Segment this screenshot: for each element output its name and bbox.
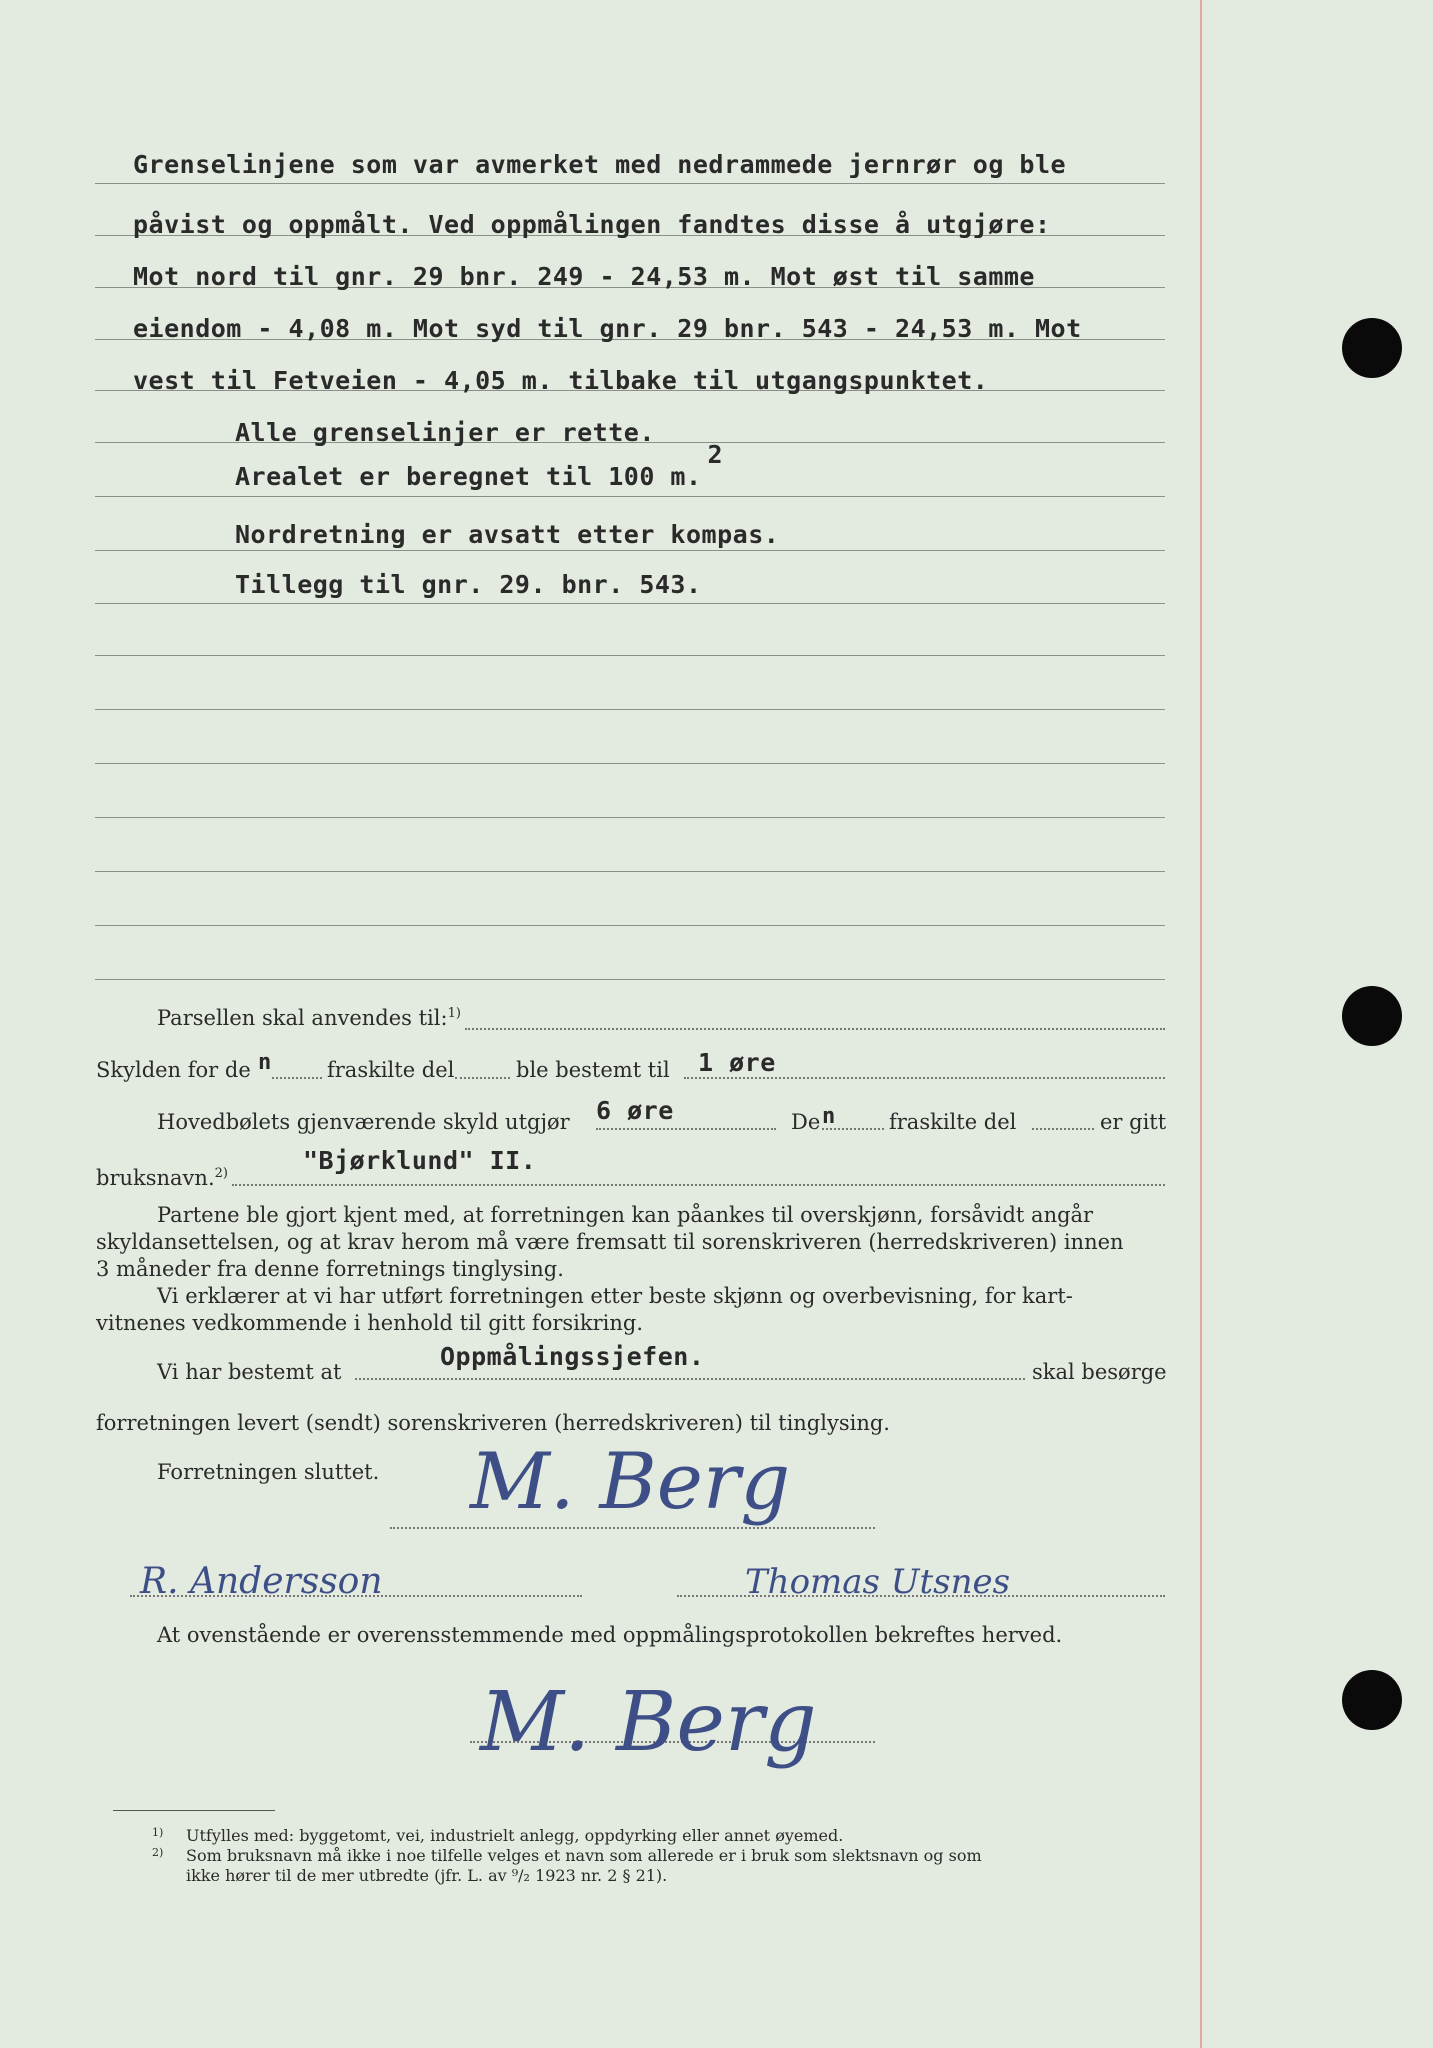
footnote-1 [152, 1826, 843, 1845]
ruled-line [95, 709, 1165, 710]
typed-line: Nordretning er avsatt etter kompas. [235, 520, 780, 549]
dotted-fill-line [272, 1077, 322, 1079]
ruled-line [95, 979, 1165, 980]
ruled-line [95, 655, 1165, 656]
bestemt-label: Vi har bestemt at [157, 1360, 342, 1384]
typed-line: Alle grenselinjer er rette. [235, 418, 655, 447]
bruksnavn-label [96, 1166, 228, 1190]
hoved-den-fill: n [822, 1104, 836, 1129]
footnote-number: 2) [152, 1846, 164, 1859]
footnote-2 [152, 1846, 982, 1865]
signature-text: M. Berg [470, 1437, 791, 1527]
footnote-text: Utfylles med: byggetomt, vei, industrielt anlegg, oppdyrking eller annet øyemed. [186, 1826, 844, 1845]
signature [470, 1640, 890, 1820]
ruled-line [95, 925, 1165, 926]
erklaerer-line: vitnenes vedkommende i henhold til gitt forsikring. [96, 1311, 644, 1335]
hoved-label: Hovedbølets gjenværende skyld utgjør [157, 1110, 570, 1134]
hoved-fraskilte: fraskilte del [889, 1110, 1017, 1134]
ruled-line [95, 763, 1165, 764]
skylden-value: 1 øre [698, 1048, 776, 1077]
sluttet-label: Forretningen sluttet. [157, 1460, 380, 1484]
skylden-label: Skylden for de [96, 1058, 251, 1082]
typed-line: eiendom - 4,08 m. Mot syd til gnr. 29 bnr. 543 - 24,53 m. Mot [133, 314, 1082, 343]
hoved-er-gitt: er gitt [1100, 1110, 1167, 1134]
skylden-mid: fraskilte del [327, 1058, 455, 1082]
bruksnavn-text: bruksnavn. [96, 1166, 215, 1190]
bestemt-value: Oppmålingssjefen. [440, 1342, 705, 1371]
dotted-fill-line [465, 1028, 1165, 1030]
punch-hole-icon [1342, 318, 1402, 378]
dotted-fill-line [822, 1128, 884, 1130]
parsellen-label [157, 1006, 461, 1030]
hoved-den: De [791, 1110, 821, 1134]
levert-line: forretningen levert (sendt) sorenskriveren (herredskriveren) til tinglysing. [96, 1411, 890, 1435]
typed-line: Tillegg til gnr. 29. bnr. 543. [235, 570, 702, 599]
dotted-fill-line [684, 1077, 1165, 1079]
footnote-text: Som bruksnavn må ikke i noe tilfelle velges et navn som allerede er i bruk som slektsnavn og som [186, 1846, 982, 1865]
ruled-line [95, 603, 1165, 604]
typed-line: Grenselinjene som var avmerket med nedrammede jernrør og ble [133, 150, 1067, 179]
partene-line: Partene ble gjort kjent med, at forretningen kan påankes til overskjønn, forsåvidt angår [157, 1203, 1094, 1227]
footnote-number: 1) [152, 1826, 164, 1839]
partene-line: skyldansettelsen, og at krav herom må være fremsatt til sorenskriveren (herredskriveren) innen [96, 1230, 1124, 1254]
footnote-text: ikke hører til de mer utbredte (jfr. L. av ⁹/₂ 1923 nr. 2 § 21). [186, 1866, 668, 1885]
dotted-fill-line [1032, 1128, 1094, 1130]
footnote-separator [113, 1810, 275, 1811]
bekreftes-line: At ovenstående er overensstemmende med oppmålingsprotokollen bekreftes herved. [157, 1623, 1063, 1647]
typed-line-text: Arealet er beregnet til 100 m. [235, 462, 702, 491]
punch-hole-icon [1342, 986, 1402, 1046]
bestemt-end: skal besørge [1032, 1360, 1167, 1384]
red-margin-line [1200, 0, 1202, 2048]
erklaerer-line: Vi erklærer at vi har utført forretningen etter beste skjønn og overbevisning, for kart- [157, 1284, 1073, 1308]
hoved-value: 6 øre [596, 1096, 674, 1125]
signature-text: M. Berg [480, 1675, 817, 1770]
ruled-line [95, 496, 1165, 497]
signature [130, 1548, 580, 1608]
signature-text: R. Andersson [140, 1561, 383, 1602]
dotted-fill-line [455, 1077, 510, 1079]
ruled-line [95, 817, 1165, 818]
signature-text: Thomas Utsnes [745, 1562, 1011, 1602]
ruled-line [95, 550, 1165, 551]
bruksnavn-value: "Bjørklund" II. [303, 1146, 537, 1175]
dotted-fill-line [596, 1128, 776, 1130]
footnote-ref: 1) [447, 1006, 461, 1021]
typed-line [235, 440, 724, 491]
partene-line: 3 måneder fra denne forretnings tinglysing. [96, 1257, 564, 1281]
ruled-line [95, 871, 1165, 872]
footnote-2-cont [152, 1866, 667, 1885]
typed-line: vest til Fetveien - 4,05 m. tilbake til utgangspunktet. [133, 366, 989, 395]
typed-line: Mot nord til gnr. 29 bnr. 249 - 24,53 m. Mot øst til samme [133, 262, 1035, 291]
punch-hole-icon [1342, 1670, 1402, 1730]
footnote-ref: 2) [214, 1166, 228, 1181]
skylden-mid2: ble bestemt til [516, 1058, 670, 1082]
skylden-fill: n [258, 1050, 272, 1075]
typed-line: påvist og oppmålt. Ved oppmålingen fandtes disse å utgjøre: [133, 210, 1051, 239]
dotted-fill-line [232, 1184, 1165, 1186]
signature [740, 1548, 1160, 1608]
dotted-fill-line [355, 1378, 1025, 1380]
parsellen-text: Parsellen skal anvendes til: [157, 1006, 448, 1030]
ruled-line [95, 183, 1165, 184]
signature [460, 1418, 880, 1548]
superscript: 2 [707, 440, 724, 469]
